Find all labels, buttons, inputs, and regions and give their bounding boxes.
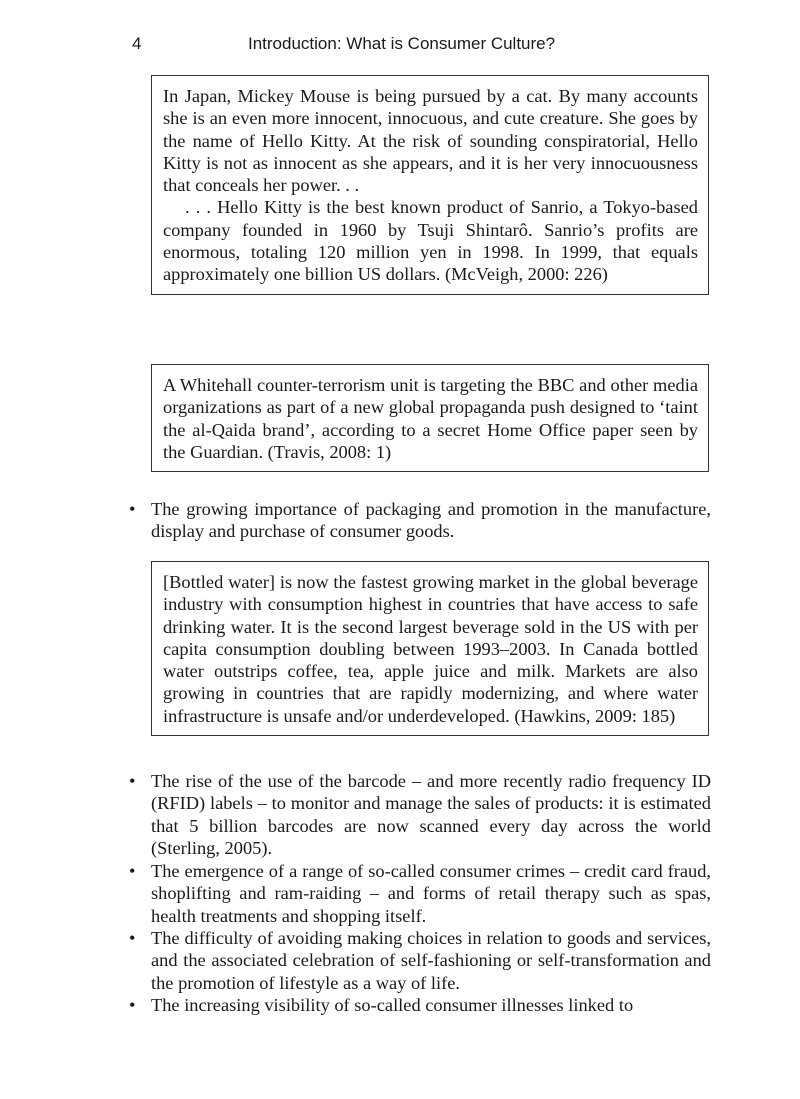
bullet-icon: • bbox=[129, 995, 136, 1015]
bullet-item bbox=[129, 498, 711, 543]
bullet-item bbox=[129, 860, 711, 927]
page-number: 4 bbox=[132, 34, 142, 53]
quote-paragraph: In Japan, Mickey Mouse is being pursued by a cat. By many accounts she is an even more innocent, innocuous, and cute creature. She goes by the name of Hello Kitty. At the risk of sounding conspiratorial, Hello Kitty is not as innocent as she appears, and it is her very innocuousness that conceals her power. . . bbox=[163, 86, 698, 196]
quote-box-hello-kitty bbox=[151, 75, 709, 295]
bullet-icon: • bbox=[129, 928, 136, 948]
running-title: Introduction: What is Consumer Culture? bbox=[248, 34, 556, 53]
quote-box-bottled-water bbox=[151, 561, 709, 736]
bullet-icon: • bbox=[129, 499, 136, 519]
quote-paragraph: [Bottled water] is now the fastest growing market in the global beverage industry with consumption highest in countries that have access to safe drinking water. It is the second largest beverage sold in the US with per capita consumption doubling between 1993–2003. In Canada bottled water outstrips coffee, tea, apple juice and milk. Markets are also growing in countries that are rapidly modernizing, and where water infrastructure is unsafe and/or underdeveloped. (Hawkins, 2009: 185) bbox=[163, 572, 698, 726]
quote-paragraph: . . . Hello Kitty is the best known product of Sanrio, a Tokyo-based company founded in 1960 by Tsuji Shintarô. Sanrio’s profits are enormous, totaling 120 million yen in 1998. In 1999, that equals approximately one billion US dollars. (McVeigh, 2000: 226) bbox=[163, 197, 698, 285]
page-header bbox=[0, 34, 800, 60]
bullet-item bbox=[129, 994, 711, 1016]
bullet-text: The rise of the use of the barcode – and more recently radio frequency ID (RFID) labels – to monitor and manage the sales of products: it is estimated that 5 billion barcodes are now scanned every day across the world (Sterling, 2005). bbox=[151, 771, 711, 858]
bullet-item bbox=[129, 927, 711, 994]
bullet-icon: • bbox=[129, 861, 136, 881]
bullet-text: The growing importance of packaging and promotion in the manufacture, display and purchase of consumer goods. bbox=[151, 499, 711, 542]
bullet-icon: • bbox=[129, 771, 136, 791]
bullet-text: The difficulty of avoiding making choices in relation to goods and services, and the associated celebration of self-fashioning or self-transformation and the promotion of lifestyle as a way of life. bbox=[151, 928, 711, 993]
quote-paragraph: A Whitehall counter-terrorism unit is targeting the BBC and other media organizations as part of a new global propaganda push designed to ‘taint the al-Qaida brand’, according to a secret Home Office paper seen by the Guardian. (Travis, 2008: 1) bbox=[163, 375, 698, 462]
bullet-text: The emergence of a range of so-called consumer crimes – credit card fraud, shoplifting and ram-raiding – and forms of retail therapy such as spas, health treatments and shopping itself. bbox=[151, 861, 711, 926]
quote-box-al-qaida-brand bbox=[151, 364, 709, 472]
bullet-item bbox=[129, 770, 711, 859]
bullet-text: The increasing visibility of so-called consumer illnesses linked to bbox=[151, 995, 634, 1015]
